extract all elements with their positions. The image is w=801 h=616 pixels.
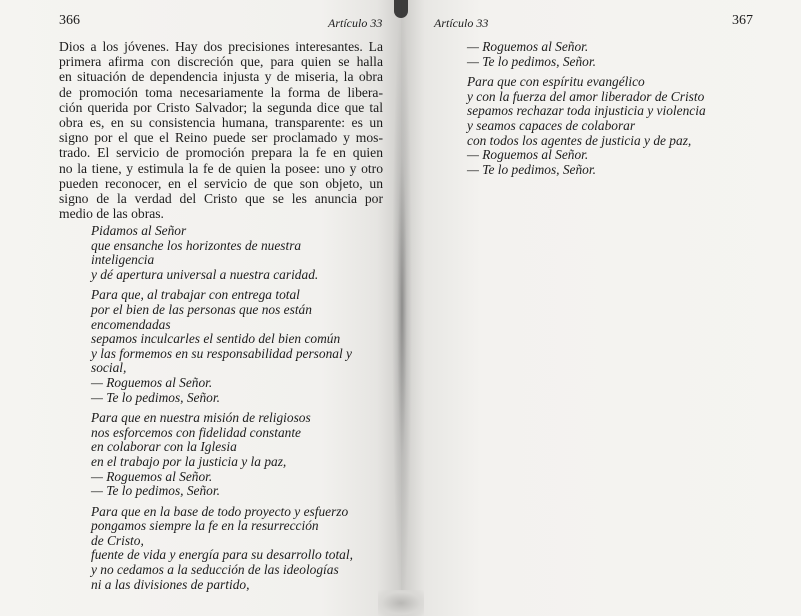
verse-line: de Cristo,	[91, 532, 144, 548]
verse-line: y seamos capaces de colaborar	[467, 117, 636, 133]
verse-line: ni a las divisiones de partido,	[91, 576, 250, 592]
left-page-number: 366	[59, 13, 80, 28]
stanza	[91, 224, 353, 282]
verse-line: pongamos siempre la fe en la resurrección	[91, 518, 319, 534]
verse-line: en colaborar con la Iglesia	[91, 439, 237, 455]
paragraph-line: signo de la verdad del Cristo que se les anuncia por	[59, 191, 383, 207]
verse-line: y dé apertura universal a nuestra caridad.	[91, 266, 319, 282]
paragraph-line: en situación de dependencia injusta y de miseria, la obra	[59, 69, 383, 85]
stanza	[91, 505, 353, 593]
right-page-number: 367	[732, 13, 753, 28]
prayer-intentions-right	[467, 40, 706, 183]
book-gutter-shadow	[392, 0, 412, 616]
book-gutter-top	[394, 0, 408, 18]
verse-line: Pidamos al Señor	[91, 223, 187, 238]
stanza	[91, 411, 353, 499]
paragraph-line: ción querida por Cristo Salvador; la segunda dice que tal	[59, 99, 383, 115]
paragraph-line: medio de las obras.	[59, 206, 164, 222]
paragraph-line: primera afirma con discreción que, para quien se halla	[59, 54, 383, 70]
verse-line: por el bien de las personas que nos están	[91, 301, 312, 317]
verse-line: Para que, al trabajar con entrega total	[91, 287, 300, 303]
verse-line: — Te lo pedimos, Señor.	[467, 53, 596, 69]
verse-line: y no cedamos a la seducción de las ideologías	[91, 562, 339, 578]
left-running-header: Artículo 33	[328, 16, 383, 30]
verse-line: Para que en nuestra misión de religiosos	[91, 410, 311, 426]
prayer-intentions-left	[91, 224, 353, 598]
verse-line: con todos los agentes de justicia y de paz,	[467, 132, 692, 148]
book-gutter-bottom	[378, 590, 424, 616]
body-paragraph	[59, 39, 383, 221]
paragraph-line: trado. El servicio de promoción prepara la fe en quien	[59, 145, 383, 161]
paragraph-line: Dios a los jóvenes. Hay dos precisiones interesantes. La	[59, 39, 383, 54]
verse-line: — Roguemos al Señor.	[91, 374, 213, 390]
verse-line: — Roguemos al Señor.	[91, 468, 213, 484]
paragraph-line: pueden reconocer, en el servicio de que son objeto, un	[59, 175, 383, 191]
paragraph-line: obra es, en su consistencia humana, transparente: es un	[59, 115, 383, 131]
verse-line: inteligencia	[91, 252, 155, 268]
verse-line: nos esforcemos con fidelidad constante	[91, 424, 301, 440]
paragraph-line: de promoción toma necesariamente la forma de libera-	[59, 84, 383, 100]
verse-line: y con la fuerza del amor liberador de Cristo	[467, 88, 705, 104]
paragraph-line: no la tiene, y estimula la fe de quien la posee: uno y otro	[59, 160, 383, 176]
right-running-header: Artículo 33	[434, 16, 489, 30]
right-page	[401, 0, 801, 616]
verse-line: sepamos rechazar toda injusticia y violencia	[467, 103, 706, 119]
verse-line: encomendadas	[91, 316, 171, 332]
stanza	[467, 75, 706, 177]
verse-line: en el trabajo por la justicia y la paz,	[91, 453, 287, 469]
verse-line: — Roguemos al Señor.	[467, 39, 589, 54]
verse-line: — Roguemos al Señor.	[467, 147, 589, 163]
verse-line: fuente de vida y energía para su desarrollo total,	[91, 547, 353, 563]
verse-line: — Te lo pedimos, Señor.	[91, 389, 220, 405]
verse-line: sepamos inculcarles el sentido del bien común	[91, 331, 341, 347]
verse-line: Para que en la base de todo proyecto y esfuerzo	[91, 503, 349, 519]
verse-line: que ensanche los horizontes de nuestra	[91, 237, 302, 253]
paragraph-line: signo por el que el Reino puede ser proclamado y mos-	[59, 130, 383, 146]
verse-line: Para que con espíritu evangélico	[467, 74, 645, 90]
stanza	[467, 40, 706, 69]
verse-line: social,	[91, 360, 127, 376]
verse-line: — Te lo pedimos, Señor.	[467, 161, 596, 177]
verse-line: y las formemos en su responsabilidad personal y	[91, 345, 352, 361]
verse-line: — Te lo pedimos, Señor.	[91, 483, 220, 499]
stanza	[91, 288, 353, 405]
